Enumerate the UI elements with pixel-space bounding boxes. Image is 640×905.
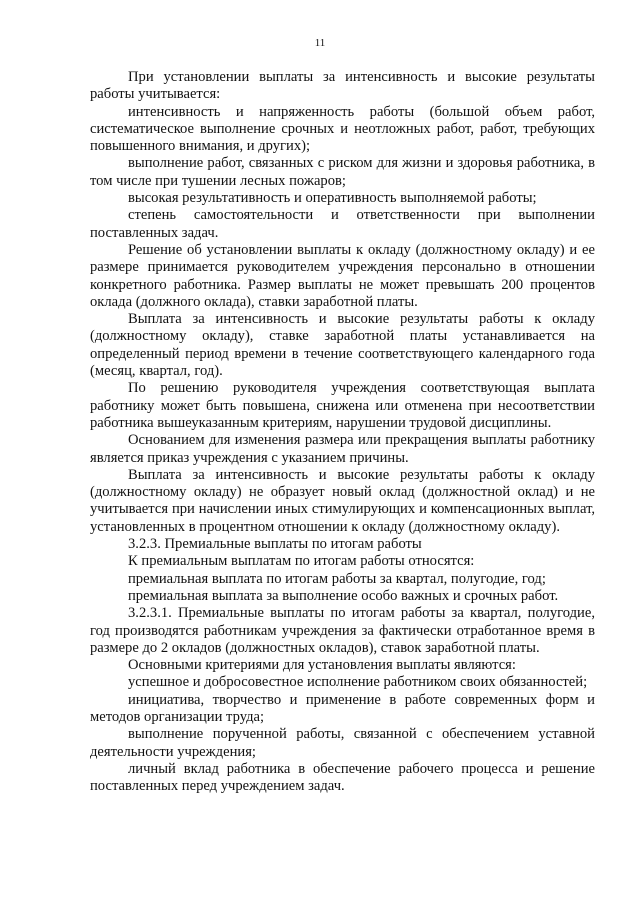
- document-body: [90, 69, 595, 795]
- paragraph: выполнение порученной работы, связанной с обеспечением уставной деятельности учреждения;: [90, 726, 595, 760]
- paragraph: Основными критериями для установления выплаты являются:: [128, 657, 516, 674]
- paragraph: инициатива, творчество и применение в работе современных форм и методов организации труда;: [90, 691, 595, 725]
- paragraph: К премиальным выплатам по итогам работы относятся:: [128, 553, 475, 570]
- paragraph: премиальная выплата по итогам работы за квартал, полугодие, год;: [128, 570, 546, 587]
- paragraph: интенсивность и напряженность работы (большой объем работ, систематическое выполнение срочных и неотложных работ, работ, требующих повышенного внимания, и других);: [90, 103, 595, 155]
- paragraph: личный вклад работника в обеспечение рабочего процесса и решение поставленных перед учреждением задач.: [90, 760, 595, 795]
- paragraph: По решению руководителя учреждения соответствующая выплата работнику может быть повышена, снижена или отменена при несоответствии работника вышеуказанным критериям, нарушении трудовой дисциплины.: [90, 380, 595, 431]
- page-number: 11: [314, 37, 326, 49]
- paragraph: Основанием для изменения размера или прекращения выплаты работнику является приказ учреждения с указанием причины.: [90, 432, 595, 466]
- paragraph: Выплата за интенсивность и высокие результаты работы к окладу (должностному окладу), ставке заработной платы устанавливается на определенный период времени в течение соответствующего календарного года (месяц, квартал, год).: [90, 311, 595, 380]
- section-heading: 3.2.3. Премиальные выплаты по итогам работы: [128, 536, 422, 553]
- paragraph: высокая результативность и оперативность выполняемой работы;: [128, 190, 537, 207]
- paragraph: 3.2.3.1. Премиальные выплаты по итогам работы за квартал, полугодие, год производятся работникам учреждения за фактически отработанное время в размере до 2 окладов (должностных окладов), ставок заработной платы.: [90, 605, 595, 656]
- paragraph: При установлении выплаты за интенсивность и высокие результаты работы учитывается:: [90, 69, 595, 103]
- paragraph: премиальная выплата за выполнение особо важных и срочных работ.: [128, 587, 559, 604]
- paragraph: выполнение работ, связанных с риском для жизни и здоровья работника, в том числе при тушении лесных пожаров;: [90, 155, 595, 189]
- paragraph: степень самостоятельности и ответственности при выполнении поставленных задач.: [90, 207, 595, 241]
- paragraph: Решение об установлении выплаты к окладу (должностному окладу) и ее размере принимается руководителем учреждения персонально в отношении конкретного работника. Размер выплаты не может превышать 200 процентов оклада (должного оклада), ставки заработной платы.: [90, 241, 595, 310]
- paragraph: Выплата за интенсивность и высокие результаты работы к окладу (должностному окладу) не образует новый оклад (должностной оклад) и не учитывается при начислении иных стимулирующих и компенсационных выплат, установленных в процентном отношении к окладу (должностному окладу).: [90, 466, 595, 535]
- paragraph: успешное и добросовестное исполнение работником своих обязанностей;: [128, 674, 588, 691]
